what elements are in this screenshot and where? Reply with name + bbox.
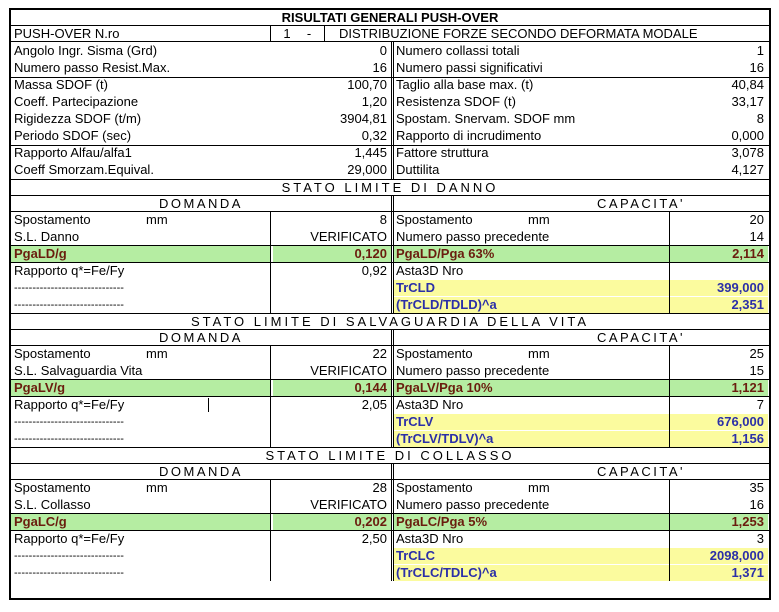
empty-value xyxy=(273,565,391,581)
capacita-label-text: Asta3D Nro xyxy=(396,397,464,412)
domanda-header: DOMANDA xyxy=(159,196,243,211)
domanda-label-text: S.L. Salvaguardia Vita xyxy=(14,363,143,378)
section-data-row xyxy=(11,480,769,496)
section-title: STATO LIMITE DI DANNO xyxy=(281,180,499,195)
title-row xyxy=(11,10,769,25)
domanda-label-text: Rapporto q*=Fe/Fy xyxy=(14,263,125,278)
capacita-unit: mm xyxy=(528,480,550,495)
section-data-row xyxy=(11,514,769,530)
capacita-value: 676,000 xyxy=(670,414,768,430)
capacita-value: 1,156 xyxy=(670,431,768,447)
capacita-label-text: (TrCLV/TDLV)^a xyxy=(396,431,494,446)
domanda-label xyxy=(11,380,271,396)
pushover-label: PUSH-OVER N.ro xyxy=(14,26,120,41)
section-data-row xyxy=(11,380,769,396)
domanda-label xyxy=(11,363,271,379)
capacita-label xyxy=(393,548,669,564)
capacita-label xyxy=(393,363,669,379)
empty-value xyxy=(273,297,391,313)
capacita-label-text: Numero passo precedente xyxy=(396,229,550,244)
capacita-label-text: PgaLV/Pga 10% xyxy=(396,380,493,395)
capacita-label xyxy=(393,280,669,296)
capacita-unit: mm xyxy=(528,212,550,227)
section-title: STATO LIMITE DI COLLASSO xyxy=(265,448,515,463)
general-right-label: Spostam. Snervam. SDOF mm xyxy=(396,111,576,126)
general-right-label: Fattore struttura xyxy=(396,145,489,160)
section-data-row xyxy=(11,565,769,581)
domanda-value: 0,144 xyxy=(273,380,391,396)
general-row xyxy=(11,128,769,145)
section-data-row xyxy=(11,414,769,430)
domanda-label xyxy=(11,531,271,547)
section-data-row xyxy=(11,229,769,245)
domanda-unit: mm xyxy=(146,346,168,361)
capacita-label-text: TrCLC xyxy=(396,548,435,563)
capacita-label-text: Asta3D Nro xyxy=(396,531,464,546)
capacita-label xyxy=(393,565,669,581)
capacita-label xyxy=(393,380,669,396)
domanda-value: 8 xyxy=(379,212,387,227)
section-data-row xyxy=(11,212,769,228)
general-left-value: 1,445 xyxy=(354,145,387,160)
domanda-label xyxy=(11,212,271,228)
general-left-label: Coeff Smorzam.Equival. xyxy=(14,162,154,177)
section-data-row xyxy=(11,246,769,262)
domanda-label xyxy=(11,397,271,413)
capacita-label xyxy=(393,263,669,279)
section-header-row xyxy=(11,196,769,211)
capacita-value: 20 xyxy=(749,212,764,227)
general-left-value: 0,32 xyxy=(361,128,387,143)
dashes-placeholder: ------------------------------ xyxy=(14,550,124,562)
dashes-placeholder: ------------------------------ xyxy=(14,416,124,428)
capacita-label xyxy=(393,480,669,496)
capacita-label xyxy=(393,414,669,430)
domanda-value: 0,202 xyxy=(273,514,391,530)
domanda-label xyxy=(11,229,271,245)
general-right-label: Taglio alla base max. (t) xyxy=(396,77,534,92)
domanda-unit: mm xyxy=(146,480,168,495)
general-left-value: 1,20 xyxy=(361,94,387,109)
general-left-label: Coeff. Partecipazione xyxy=(14,94,139,109)
section-data-row xyxy=(11,431,769,447)
section-data-row xyxy=(11,263,769,279)
domanda-value: VERIFICATO xyxy=(310,229,387,244)
capacita-label-text: Numero passo precedente xyxy=(396,497,550,512)
general-left-label: Rapporto Alfau/alfa1 xyxy=(14,145,132,160)
capacita-label-text: Spostamento xyxy=(396,480,473,495)
general-right-value: 3,078 xyxy=(731,145,764,160)
capacita-value: 399,000 xyxy=(670,280,768,296)
capacita-value: 7 xyxy=(756,397,764,412)
capacita-label xyxy=(393,431,669,447)
capacita-value: 2098,000 xyxy=(670,548,768,564)
general-right-label: Duttilita xyxy=(396,162,440,177)
domanda-value: 22 xyxy=(372,346,387,361)
capacita-value: 35 xyxy=(749,480,764,495)
capacita-value: 14 xyxy=(749,229,764,244)
general-right-label: Rapporto di incrudimento xyxy=(396,128,542,143)
capacita-label-text: Spostamento xyxy=(396,346,473,361)
section-data-row xyxy=(11,548,769,564)
capacita-label xyxy=(393,514,669,530)
capacita-label-text: PgaLC/Pga 5% xyxy=(396,514,488,529)
capacita-label xyxy=(393,497,669,513)
section-title-row xyxy=(11,448,769,463)
general-right-value: 33,17 xyxy=(731,94,764,109)
section-data-row xyxy=(11,297,769,313)
capacita-value: 1,121 xyxy=(670,380,768,396)
empty-value xyxy=(273,431,391,447)
section-data-row xyxy=(11,363,769,379)
empty-value xyxy=(273,548,391,564)
general-left-label: Rigidezza SDOF (t/m) xyxy=(14,111,142,126)
section-title-row xyxy=(11,180,769,195)
capacita-label xyxy=(393,346,669,362)
capacita-label-text: PgaLD/Pga 63% xyxy=(396,246,495,261)
general-row xyxy=(11,111,769,128)
pushover-separator: - xyxy=(306,26,312,41)
domanda-value: VERIFICATO xyxy=(310,497,387,512)
domanda-value: 2,05 xyxy=(361,397,387,412)
general-row xyxy=(11,43,769,60)
capacita-value: 2,351 xyxy=(670,297,768,313)
capacita-unit: mm xyxy=(528,346,550,361)
capacita-value: 25 xyxy=(749,346,764,361)
domanda-value: 0,120 xyxy=(273,246,391,262)
section-title-row xyxy=(11,314,769,329)
general-left-label: Angolo Ingr. Sisma (Grd) xyxy=(14,43,158,58)
capacita-label xyxy=(393,246,669,262)
capacita-label-text: TrCLV xyxy=(396,414,434,429)
general-right-value: 1 xyxy=(756,43,764,58)
capacita-header: CAPACITA' xyxy=(596,330,686,345)
capacita-label xyxy=(393,297,669,313)
domanda-header: DOMANDA xyxy=(159,330,243,345)
general-row xyxy=(11,77,769,94)
empty-value xyxy=(273,280,391,296)
section-header-row xyxy=(11,330,769,345)
capacita-value: 3 xyxy=(756,531,764,546)
dashes-placeholder: ------------------------------ xyxy=(14,567,124,579)
domanda-label xyxy=(11,480,271,496)
section-data-row xyxy=(11,346,769,362)
domanda-label-text: Rapporto q*=Fe/Fy xyxy=(14,531,125,546)
domanda-label-text: S.L. Collasso xyxy=(14,497,91,512)
general-left-value: 0 xyxy=(379,43,387,58)
general-left-value: 100,70 xyxy=(347,77,387,92)
domanda-value: VERIFICATO xyxy=(310,363,387,378)
domanda-value: 0,92 xyxy=(361,263,387,278)
domanda-label xyxy=(11,246,271,262)
capacita-label xyxy=(393,212,669,228)
section-data-row xyxy=(11,497,769,513)
general-row xyxy=(11,94,769,111)
empty-value xyxy=(273,414,391,430)
capacita-value: 15 xyxy=(749,363,764,378)
general-left-value: 29,000 xyxy=(347,162,387,177)
domanda-value: 2,50 xyxy=(361,531,387,546)
domanda-label-text: PgaLC/g xyxy=(14,514,67,529)
capacita-value: 1,253 xyxy=(670,514,768,530)
capacita-label-text: Spostamento xyxy=(396,212,473,227)
domanda-label xyxy=(11,346,271,362)
general-right-label: Numero collassi totali xyxy=(396,43,520,58)
pushover-row xyxy=(11,26,769,41)
capacita-value: 2,114 xyxy=(670,246,768,262)
section-title: STATO LIMITE DI SALVAGUARDIA DELLA VITA xyxy=(190,314,590,329)
capacita-label xyxy=(393,229,669,245)
capacita-value: 1,371 xyxy=(670,565,768,581)
general-row xyxy=(11,145,769,162)
results-sheet xyxy=(9,8,771,600)
capacita-header: CAPACITA' xyxy=(596,464,686,479)
section-data-row xyxy=(11,280,769,296)
domanda-label-text: Spostamento xyxy=(14,346,91,361)
general-left-label: Numero passo Resist.Max. xyxy=(14,60,171,75)
domanda-label-text: PgaLD/g xyxy=(14,246,67,261)
dashes-placeholder: ------------------------------ xyxy=(14,299,124,311)
general-left-label: Periodo SDOF (sec) xyxy=(14,128,132,143)
section-data-row xyxy=(11,531,769,547)
domanda-label xyxy=(11,514,271,530)
pushover-description: DISTRIBUZIONE FORZE SECONDO DEFORMATA MODALE xyxy=(339,26,698,41)
capacita-label-text: (TrCLC/TDLC)^a xyxy=(396,565,497,580)
capacita-header: CAPACITA' xyxy=(596,196,686,211)
capacita-value xyxy=(670,263,768,279)
domanda-label-text: PgaLV/g xyxy=(14,380,66,395)
text-cursor xyxy=(208,398,209,412)
capacita-label-text: Asta3D Nro xyxy=(396,263,464,278)
domanda-label-text: Spostamento xyxy=(14,480,91,495)
general-right-value: 8 xyxy=(756,111,764,126)
section-data-row xyxy=(11,397,769,413)
capacita-label-text: Numero passo precedente xyxy=(396,363,550,378)
general-right-value: 16 xyxy=(749,60,764,75)
general-right-value: 40,84 xyxy=(731,77,764,92)
capacita-label xyxy=(393,531,669,547)
general-right-value: 0,000 xyxy=(731,128,764,143)
general-left-value: 16 xyxy=(372,60,387,75)
domanda-value: 28 xyxy=(372,480,387,495)
capacita-label-text: (TrCLD/TDLD)^a xyxy=(396,297,497,312)
domanda-unit: mm xyxy=(146,212,168,227)
domanda-label-text: Rapporto q*=Fe/Fy xyxy=(14,397,125,412)
domanda-label-text: S.L. Danno xyxy=(14,229,80,244)
capacita-label-text: TrCLD xyxy=(396,280,435,295)
domanda-header: DOMANDA xyxy=(159,464,243,479)
sheet-title: RISULTATI GENERALI PUSH-OVER xyxy=(281,10,499,25)
domanda-label-text: Spostamento xyxy=(14,212,91,227)
capacita-label xyxy=(393,397,669,413)
general-right-label: Numero passi significativi xyxy=(396,60,543,75)
capacita-value: 16 xyxy=(749,497,764,512)
dashes-placeholder: ------------------------------ xyxy=(14,282,124,294)
pushover-number: 1 xyxy=(283,26,291,41)
general-row xyxy=(11,162,769,179)
general-row xyxy=(11,60,769,77)
general-right-value: 4,127 xyxy=(731,162,764,177)
dashes-placeholder: ------------------------------ xyxy=(14,433,124,445)
section-header-row xyxy=(11,464,769,479)
domanda-label xyxy=(11,263,271,279)
general-left-value: 3904,81 xyxy=(340,111,387,126)
general-left-label: Massa SDOF (t) xyxy=(14,77,108,92)
domanda-label xyxy=(11,497,271,513)
general-right-label: Resistenza SDOF (t) xyxy=(396,94,516,109)
